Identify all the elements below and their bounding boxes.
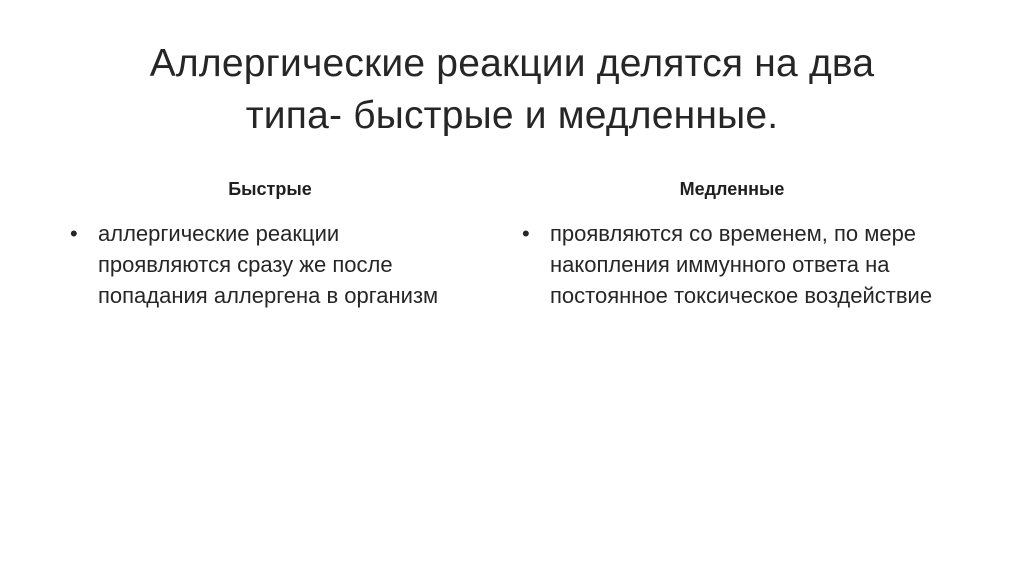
column-fast bbox=[70, 176, 470, 311]
slide-title-line-1: Аллергические реакции делятся на два bbox=[149, 42, 875, 85]
bullet-text-fast: аллергические реакции проявляются сразу же после попадания аллергена в организм bbox=[98, 221, 439, 308]
column-slow bbox=[522, 176, 942, 311]
slide-title bbox=[70, 38, 954, 142]
bullet-marker-icon: • bbox=[70, 221, 78, 246]
bullet-item-slow bbox=[522, 218, 942, 311]
bullet-marker-icon: • bbox=[522, 221, 530, 246]
column-heading-fast: Быстрые bbox=[228, 179, 312, 199]
bullet-item-fast bbox=[70, 218, 470, 311]
bullet-text-slow: проявляются со временем, по мере накопления иммунного ответа на постоянное токсическое воздействие bbox=[550, 221, 933, 308]
column-heading-slow: Медленные bbox=[679, 179, 785, 199]
slide-title-line-2: типа- быстрые и медленные. bbox=[245, 94, 779, 137]
